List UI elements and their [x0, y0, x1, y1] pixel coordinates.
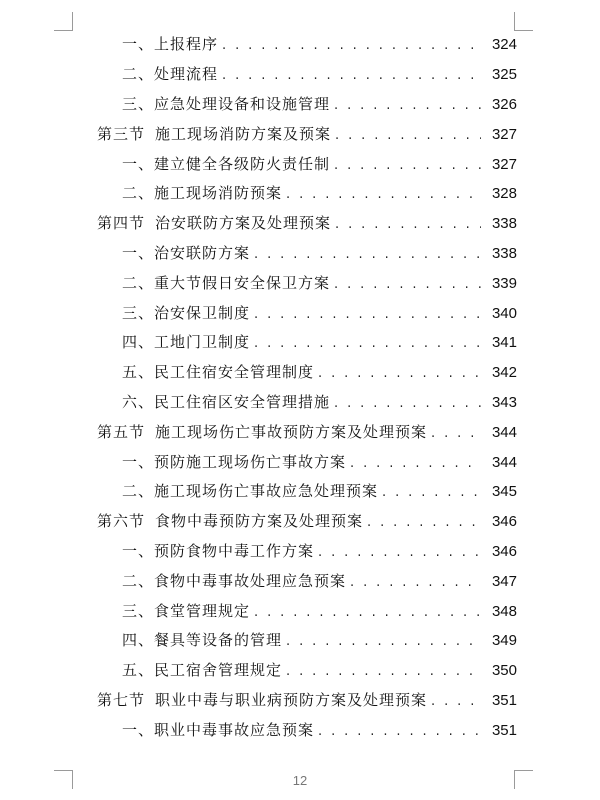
toc-subsection-row[interactable]: [97, 268, 517, 298]
toc-dot-leader: [318, 546, 481, 559]
toc-page-number: 350: [491, 662, 517, 680]
toc-dot-leader: [431, 427, 481, 440]
toc-entry-title: 职业中毒与职业病预防方案及处理预案: [155, 690, 428, 709]
toc-page-number: 346: [491, 513, 517, 531]
toc-page-number: 340: [491, 304, 517, 322]
toc-entry-title: 五、民工住宿安全管理制度: [122, 363, 315, 382]
toc-section-row[interactable]: [97, 119, 517, 149]
toc-subsection-row[interactable]: [97, 447, 517, 477]
toc-entry-title: 二、施工现场伤亡事故应急处理预案: [122, 482, 379, 501]
toc-dot-leader: [286, 665, 481, 678]
toc-page-number: 338: [491, 215, 517, 233]
toc-section-row[interactable]: [97, 209, 517, 239]
toc-section-row[interactable]: [97, 686, 517, 716]
toc-section-row[interactable]: [97, 417, 517, 447]
toc-page-number: 325: [491, 66, 517, 84]
toc-entry-title: 施工现场伤亡事故预防方案及处理预案: [155, 422, 428, 441]
toc-page-number: 344: [491, 423, 517, 441]
toc-page-number: 349: [491, 632, 517, 650]
toc-dot-leader: [318, 367, 481, 380]
toc-entry-title: 二、施工现场消防预案: [122, 184, 283, 203]
toc-page-number: 327: [491, 155, 517, 173]
toc-subsection-row[interactable]: [97, 537, 517, 567]
toc-subsection-row[interactable]: [97, 60, 517, 90]
toc-section-row[interactable]: [97, 507, 517, 537]
toc-page-number: 343: [491, 393, 517, 411]
table-of-contents: [97, 30, 517, 745]
toc-entry-title: 六、民工住宿区安全管理措施: [122, 392, 331, 411]
toc-subsection-row[interactable]: [97, 328, 517, 358]
toc-dot-leader: [334, 397, 481, 410]
toc-page-number: 338: [491, 244, 517, 262]
toc-subsection-row[interactable]: [97, 388, 517, 418]
toc-page-number: 326: [491, 95, 517, 113]
toc-dot-leader: [431, 695, 481, 708]
toc-dot-leader: [334, 278, 481, 291]
toc-dot-leader: [334, 159, 481, 172]
toc-entry-title: 一、预防食物中毒工作方案: [122, 541, 315, 560]
toc-entry-title: 二、重大节假日安全保卫方案: [122, 273, 331, 292]
toc-entry-title: 三、食堂管理规定: [122, 601, 251, 620]
toc-dot-leader: [382, 486, 481, 499]
toc-page-number: 342: [491, 364, 517, 382]
toc-subsection-row[interactable]: [97, 715, 517, 745]
toc-subsection-row[interactable]: [97, 358, 517, 388]
toc-entry-title: 施工现场消防方案及预案: [155, 124, 332, 143]
toc-dot-leader: [350, 457, 481, 470]
toc-entry-title: 三、治安保卫制度: [122, 303, 251, 322]
toc-dot-leader: [254, 606, 481, 619]
toc-section-number: 第五节: [97, 422, 146, 441]
page-number: 12: [292, 773, 308, 788]
toc-subsection-row[interactable]: [97, 656, 517, 686]
toc-dot-leader: [350, 576, 481, 589]
toc-section-number: 第七节: [97, 690, 146, 709]
toc-page-number: 345: [491, 483, 517, 501]
toc-section-number: 第六节: [97, 512, 146, 531]
toc-dot-leader: [254, 337, 481, 350]
toc-entry-title: 治安联防方案及处理预案: [155, 214, 332, 233]
toc-entry-title: 四、工地门卫制度: [122, 333, 251, 352]
toc-subsection-row[interactable]: [97, 30, 517, 60]
toc-page-number: 344: [491, 453, 517, 471]
toc-entry-title: 一、职业中毒事故应急预案: [122, 720, 315, 739]
toc-page-number: 351: [491, 721, 517, 739]
toc-dot-leader: [222, 69, 481, 82]
toc-subsection-row[interactable]: [97, 626, 517, 656]
toc-dot-leader: [286, 188, 481, 201]
toc-dot-leader: [222, 39, 481, 52]
toc-subsection-row[interactable]: [97, 596, 517, 626]
toc-subsection-row[interactable]: [97, 90, 517, 120]
toc-dot-leader: [254, 248, 481, 261]
toc-subsection-row[interactable]: [97, 149, 517, 179]
crop-mark-top-left: [54, 12, 73, 31]
toc-page-number: 328: [491, 185, 517, 203]
toc-subsection-row[interactable]: [97, 179, 517, 209]
toc-page-number: 341: [491, 334, 517, 352]
toc-entry-title: 二、食物中毒事故处理应急预案: [122, 571, 347, 590]
toc-entry-title: 五、民工宿舍管理规定: [122, 661, 283, 680]
toc-entry-title: 食物中毒预防方案及处理预案: [155, 512, 364, 531]
toc-page-number: 348: [491, 602, 517, 620]
toc-entry-title: 二、处理流程: [122, 65, 219, 84]
toc-dot-leader: [335, 129, 481, 142]
toc-page-number: 324: [491, 36, 517, 54]
toc-entry-title: 一、建立健全各级防火责任制: [122, 154, 331, 173]
toc-subsection-row[interactable]: [97, 566, 517, 596]
crop-mark-top-right: [514, 12, 533, 31]
toc-dot-leader: [367, 516, 481, 529]
toc-section-number: 第四节: [97, 214, 146, 233]
toc-entry-title: 一、预防施工现场伤亡事故方案: [122, 452, 347, 471]
toc-page-number: 339: [491, 274, 517, 292]
toc-dot-leader: [334, 99, 481, 112]
toc-subsection-row[interactable]: [97, 298, 517, 328]
toc-dot-leader: [335, 218, 481, 231]
toc-entry-title: 一、上报程序: [122, 35, 219, 54]
toc-page-number: 351: [491, 691, 517, 709]
toc-dot-leader: [254, 308, 481, 321]
toc-page-number: 346: [491, 542, 517, 560]
toc-subsection-row[interactable]: [97, 239, 517, 269]
toc-page-number: 327: [491, 125, 517, 143]
toc-page-number: 347: [491, 572, 517, 590]
toc-entry-title: 一、治安联防方案: [122, 243, 251, 262]
toc-entry-title: 三、应急处理设备和设施管理: [122, 94, 331, 113]
toc-entry-title: 四、餐具等设备的管理: [122, 631, 283, 650]
toc-dot-leader: [318, 725, 481, 738]
toc-section-number: 第三节: [97, 124, 146, 143]
toc-subsection-row[interactable]: [97, 477, 517, 507]
toc-dot-leader: [286, 635, 481, 648]
